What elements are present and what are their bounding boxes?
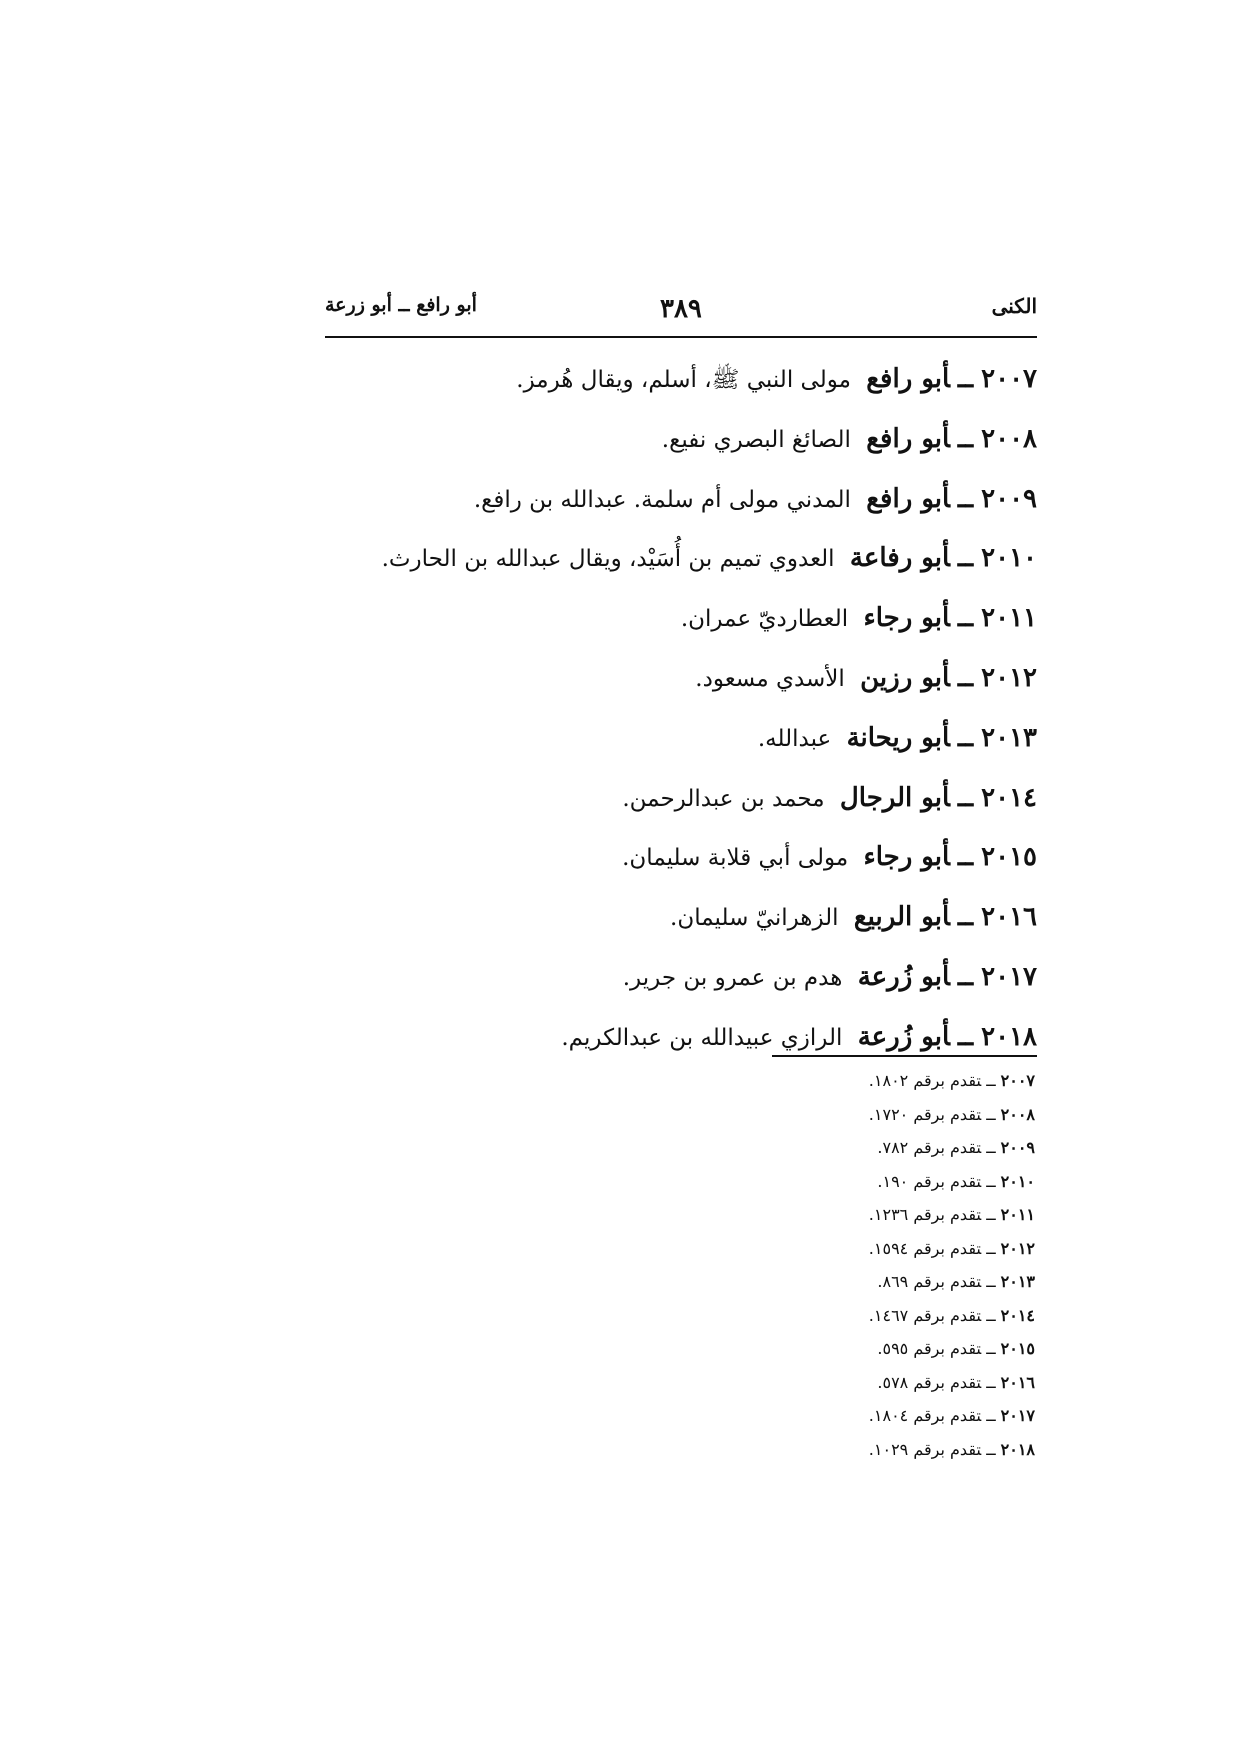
footnote-number: ٢٠١٢	[1000, 1238, 1035, 1258]
entry-number: ٢٠١٥	[981, 842, 1037, 873]
footnote-number: ٢٠٠٨	[1000, 1104, 1035, 1124]
footnote-dash: ــ	[986, 1372, 996, 1392]
footnote-number: ٢٠٠٧	[1000, 1071, 1035, 1090]
entry	[277, 954, 1037, 1014]
entry-kunya: أبو ريحانة	[846, 722, 950, 753]
footnote	[735, 1064, 1035, 1098]
running-title: أبو رافع ــ أبو زرعة	[325, 294, 477, 316]
footnote-text: تقدم برقم ٧٨٢.	[877, 1138, 982, 1157]
footnote-text: تقدم برقم ١٧٢٠.	[868, 1104, 982, 1124]
footnote	[735, 1299, 1035, 1333]
entry-text: المدني مولى أم سلمة. عبدالله بن رافع.	[473, 486, 851, 513]
entry-dash: ــ	[957, 1021, 974, 1052]
entry-kunya: أبو رجاء	[863, 603, 950, 634]
entry-text: هدم بن عمرو بن جرير.	[622, 964, 843, 991]
footnote-text: تقدم برقم ٨٦٩.	[877, 1272, 982, 1291]
entry-text: مولى النبي ﷺ، أسلم، ويقال هُرمز.	[516, 367, 851, 393]
footnote-number: ٢٠١٠	[1000, 1171, 1035, 1191]
entry-kunya: أبو رافع	[866, 423, 950, 454]
entry-kunya: أبو رافع	[866, 364, 950, 394]
footnote-number: ٢٠٠٩	[1000, 1138, 1035, 1157]
entry	[277, 894, 1037, 954]
entry	[277, 535, 1037, 595]
entry	[277, 356, 1037, 416]
entry-number: ٢٠١٢	[981, 662, 1037, 693]
entry-number: ٢٠١٦	[981, 902, 1037, 933]
footnote-text: تقدم برقم ١٥٩٤.	[868, 1238, 982, 1258]
footnote	[735, 1098, 1035, 1132]
entry-text: الرازي عبيدالله بن عبدالكريم.	[561, 1024, 843, 1051]
entry-number: ٢٠١١	[981, 603, 1037, 634]
entry	[277, 595, 1037, 655]
footnote-text: تقدم برقم ٥٧٨.	[877, 1372, 982, 1392]
entry-text: عبدالله.	[757, 725, 832, 752]
entry-kunya: أبو رافع	[866, 483, 950, 514]
footnote-rule	[772, 1055, 1037, 1057]
entry-text: الأسدي مسعود.	[695, 665, 845, 692]
footnote-number: ٢٠١٧	[1000, 1406, 1035, 1425]
entry-kunya: أبو رفاعة	[849, 543, 950, 574]
footnote-dash: ــ	[986, 1104, 996, 1124]
footnote-text: تقدم برقم ١٢٣٦.	[868, 1205, 982, 1224]
entry-text: العدوي تميم بن أُسَيْد، ويقال عبدالله بن الحارث.	[381, 546, 835, 573]
footnote	[735, 1165, 1035, 1199]
entry-dash: ــ	[957, 603, 974, 634]
entry	[277, 834, 1037, 894]
footnote	[735, 1366, 1035, 1400]
footnote-dash: ــ	[986, 1138, 996, 1157]
footnote-dash: ــ	[986, 1171, 996, 1191]
entry-dash: ــ	[957, 483, 974, 514]
footnote-number: ٢٠١١	[1000, 1205, 1035, 1224]
footnote-number: ٢٠١٥	[1000, 1339, 1035, 1358]
entry-text: العطارديّ عمران.	[680, 606, 849, 633]
entry-number: ٢٠٠٧	[981, 364, 1037, 394]
footnote-text: تقدم برقم ١٤٦٧.	[868, 1305, 982, 1325]
entry-text: مولى أبي قلابة سليمان.	[622, 845, 849, 872]
entry-dash: ــ	[957, 662, 974, 693]
page-header	[325, 294, 1037, 334]
footnote-text: تقدم برقم ١٨٠٢.	[868, 1071, 982, 1090]
entry-text: الصائغ البصري نفيع.	[661, 426, 851, 453]
footnote-number: ٢٠١٨	[1000, 1439, 1035, 1459]
footnote	[735, 1131, 1035, 1165]
entry-kunya: أبو زُرعة	[857, 1021, 950, 1052]
entry-number: ٢٠١٣	[981, 722, 1037, 753]
entry-dash: ــ	[957, 961, 974, 992]
footnote-dash: ــ	[986, 1205, 996, 1224]
entry-list	[277, 356, 1037, 1074]
footnote-dash: ــ	[986, 1439, 996, 1459]
footnote-dash: ــ	[986, 1339, 996, 1358]
entry-dash: ــ	[957, 423, 974, 454]
entry-dash: ــ	[957, 842, 974, 873]
entry-kunya: أبو زُرعة	[857, 961, 950, 992]
footnote-text: تقدم برقم ١٨٠٤.	[868, 1406, 982, 1425]
entry-dash: ــ	[957, 543, 974, 574]
footnote-text: تقدم برقم ٥٩٥.	[877, 1339, 982, 1358]
section-title: الكنى	[991, 294, 1037, 318]
footnote-number: ٢٠١٣	[1000, 1272, 1035, 1291]
entry-dash: ــ	[957, 364, 974, 394]
entry-dash: ــ	[957, 722, 974, 753]
entry-number: ٢٠٠٨	[981, 423, 1037, 454]
entry-kunya: أبو الربيع	[853, 902, 950, 933]
footnote	[735, 1433, 1035, 1467]
entry-dash: ــ	[957, 902, 974, 933]
footnote	[735, 1332, 1035, 1366]
entry	[277, 416, 1037, 476]
entry-number: ٢٠١٤	[981, 782, 1037, 813]
footnote	[735, 1399, 1035, 1433]
footnote-dash: ــ	[986, 1071, 996, 1090]
entry-number: ٢٠١٧	[981, 961, 1037, 992]
footnote-dash: ــ	[986, 1238, 996, 1258]
entry-number: ٢٠١٠	[981, 543, 1037, 574]
entry-kunya: أبو الرجال	[839, 782, 950, 813]
footnote-dash: ــ	[986, 1272, 996, 1291]
footnote-dash: ــ	[986, 1406, 996, 1425]
page-number: ٣٨٩	[660, 294, 702, 324]
footnote-text: تقدم برقم ١٩٠.	[877, 1171, 982, 1191]
footnote-list	[735, 1064, 1035, 1466]
entry	[277, 715, 1037, 775]
entry	[277, 775, 1037, 835]
entry-text: الزهرانيّ سليمان.	[670, 905, 839, 932]
footnote-dash: ــ	[986, 1305, 996, 1325]
entry-text: محمد بن عبدالرحمن.	[622, 785, 825, 812]
footnote-text: تقدم برقم ١٠٢٩.	[868, 1439, 982, 1459]
footnote	[735, 1198, 1035, 1232]
entry-kunya: أبو رزين	[860, 662, 950, 693]
entry-dash: ــ	[957, 782, 974, 813]
entry-number: ٢٠١٨	[981, 1021, 1037, 1052]
footnote-number: ٢٠١٦	[1000, 1372, 1035, 1392]
entry	[277, 476, 1037, 536]
footnote-number: ٢٠١٤	[1000, 1305, 1035, 1325]
entry-number: ٢٠٠٩	[981, 483, 1037, 514]
entry-kunya: أبو رجاء	[863, 842, 950, 873]
entry	[277, 655, 1037, 715]
footnote	[735, 1265, 1035, 1299]
footnote	[735, 1232, 1035, 1266]
header-rule	[325, 336, 1037, 338]
